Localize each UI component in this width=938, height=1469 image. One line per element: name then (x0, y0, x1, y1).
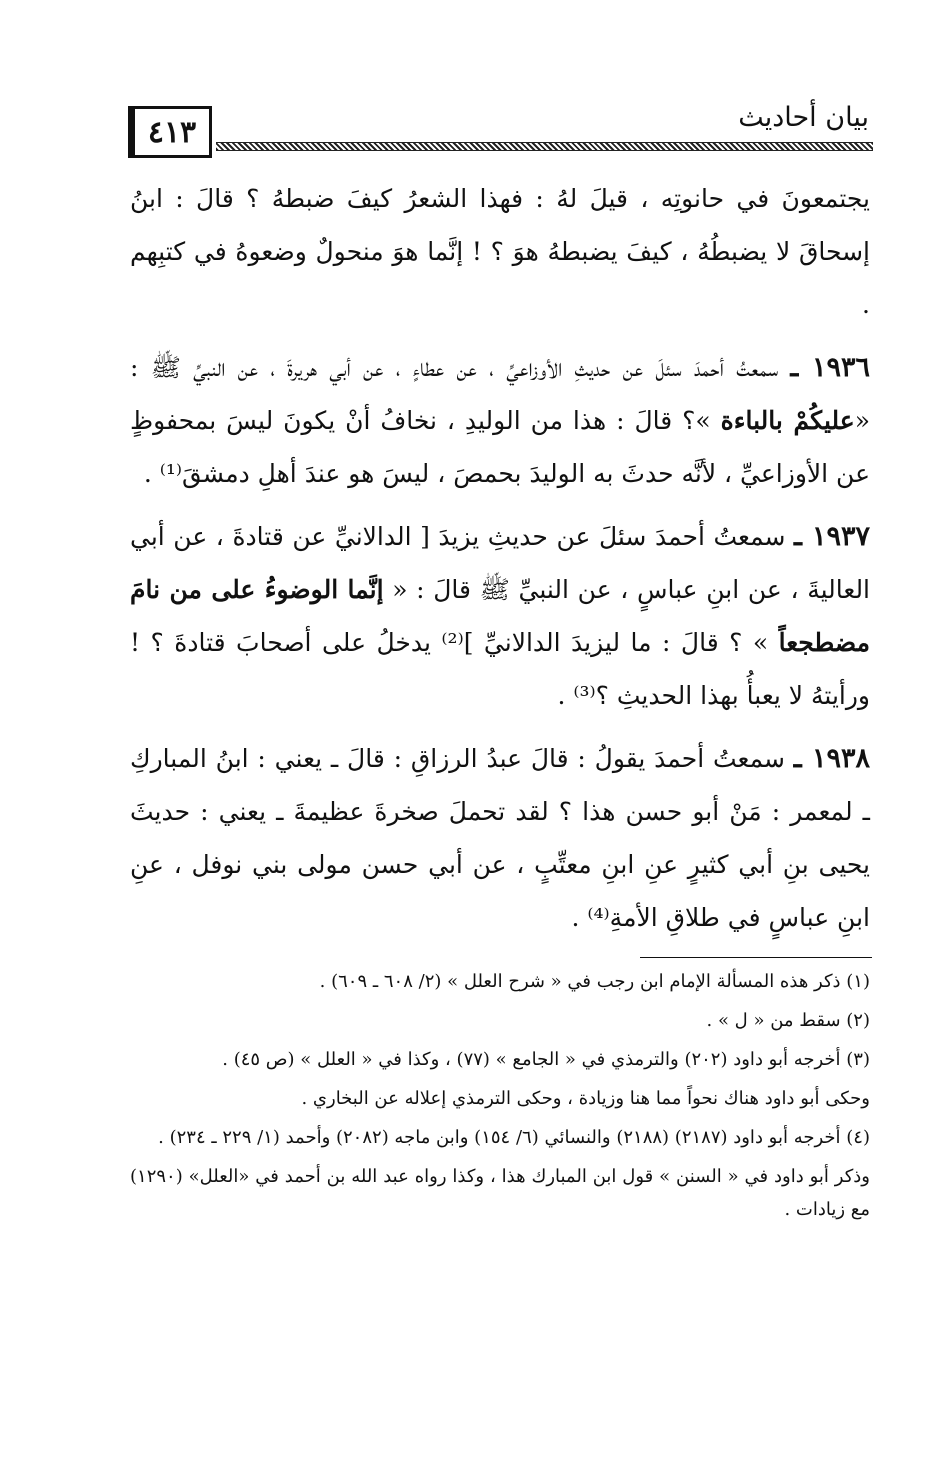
footnote-3: (٣) أخرجه أبو داود (٢٠٢) والترمذي في « الجامع » (٧٧) ، وكذا في « العلل » (ص ٤٥) . (222, 1049, 870, 1070)
hadith-1938 (130, 732, 870, 944)
paragraph-text: سمعتُ أحمدَ سئلَ عن حديثِ الأوزاعيِّ ، عن عطاءٍ ، عن أبي هريرةَ ، عن النبيِّ ﷺ : « (130, 353, 870, 435)
page-number-box (132, 106, 212, 158)
footnotes (130, 965, 870, 1232)
footnote-2: (٢) سقط من « ل » . (706, 1010, 870, 1031)
hadith-1936 (130, 341, 870, 500)
main-text (130, 172, 870, 954)
hadith-number: ١٩٣٨ ـ (793, 743, 870, 774)
page-number: ٤١٣ (147, 114, 197, 150)
paragraph-text: سمعتُ أحمدَ يقولُ : قالَ عبدُ الرزاقِ : قالَ ـ يعني : ابنُ المباركِ ـ لمعمر : مَنْ أبو حسن هذا ؟ لقد تحملَ صخرةَ عظيمةَ ـ يعني : حديثَ يحيى بنِ أبي كثيرٍ عنِ ابنِ معتِّبٍ ، عن أبي حسن مولى بني نوفل ، عنِ ابنِ عباسٍ في طلاقِ الأمةِ⁽⁴⁾ . (130, 744, 870, 932)
footnote-separator (640, 957, 872, 958)
footnote-4: (٤) أخرجه أبو داود (٢١٨٧) (٢١٨٨) والنسائي (٦/ ١٥٤) وابن ماجه (٢٠٨٢) وأحمد (١/ ٢٢٩ ـ ٢٣٤) . (158, 1127, 870, 1148)
paragraph-text: »؟ قالَ : هذا من الوليدِ ، نخافُ أنْ يكونَ ليسَ بمحفوظٍ عن الأوزاعيِّ ، لأنَّه حدثَ به الوليدَ بحمصَ ، ليسَ هو عندَ أهلِ دمشقَ⁽¹⁾ . (130, 406, 870, 488)
header-rule (216, 142, 873, 151)
footnote-1: (١) ذكر هذه المسألة الإمام ابن رجب في « شرح العلل » (٢/ ٦٠٨ ـ ٦٠٩) . (319, 971, 870, 992)
footnote-4-note: وذكر أبو داود في « السنن » قول ابن المبارك هذا ، وكذا رواه عبد الله بن أحمد في «العلل» (١٢٩٠) مع زيادات . (130, 1166, 870, 1220)
hadith-quote: إنَّما الوضوءُ على من نامَ مضطجعاً (130, 575, 870, 657)
paragraph-text: » ؟ قالَ : ما ليزيدَ الدالانيِّ ]⁽²⁾ يدخلُ على أصحابَ قتادةَ ؟ ! ورأيتهُ لا يعبأُ بهذا الحديثِ ؟⁽³⁾ . (130, 628, 870, 710)
hadith-1937 (130, 510, 870, 722)
hadith-quote: عليكُمْ بالباءة (720, 406, 855, 435)
paragraph-text: يجتمعونَ في حانوتِه ، قيلَ لهُ : فهذا الشعرُ كيفَ ضبطهُ ؟ قالَ : ابنُ إسحاقَ لا يضبطُهُ ، كيفَ يضبطهُ هوَ ؟ ! إنَّما هوَ منحولٌ وضعوهُ في كتبِهم . (130, 184, 870, 319)
paragraph-text: سمعتُ أحمدَ سئلَ عن حديثِ يزيدَ [ الدالانيِّ عن قتادةَ ، عن أبي العاليةَ ، عن ابنِ عباسٍ ، عن النبيِّ ﷺ قالَ : « (130, 522, 871, 604)
footnote-3-note: وحكى أبو داود هناك نحواً مما هنا وزيادة ، وحكى الترمذي إعلاله عن البخاري . (301, 1088, 870, 1109)
hadith-number: ١٩٣٧ ـ (794, 521, 870, 552)
running-title: بيان أحاديث (738, 102, 869, 133)
paragraph-continuation (130, 172, 870, 331)
page-header (128, 96, 873, 166)
hadith-number: ١٩٣٦ ـ (790, 352, 870, 383)
